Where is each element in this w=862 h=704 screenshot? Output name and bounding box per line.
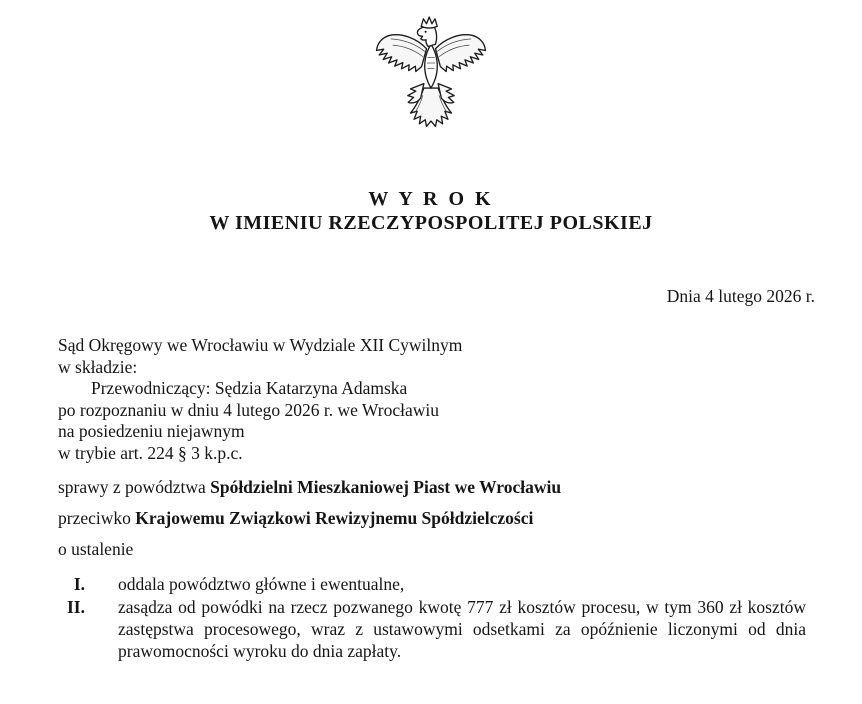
claim-subject-text: o ustalenie [58, 539, 134, 559]
procedure-article-line: w trybie art. 224 § 3 k.p.c. [58, 442, 243, 463]
defendant-line [58, 507, 806, 529]
ruling-list [58, 573, 806, 662]
ruling-numeral-2: II. [67, 597, 85, 617]
presiding-judge-line: Przewodniczący: Sędzia Katarzyna Adamska [91, 378, 408, 398]
judgment-subtitle: W IMIENIU RZECZYPOSPOLITEJ POLSKIEJ [209, 212, 653, 234]
polish-eagle-emblem [0, 0, 862, 147]
ruling-text-1: oddala powództwo główne i ewentualne, [118, 574, 405, 594]
panel-intro-line: w składzie: [58, 356, 138, 377]
judgment-body [0, 335, 862, 662]
polish-eagle-icon [368, 13, 494, 147]
defendant-name: Krajowemu Związkowi Rewizyjnemu Spółdzielczości [135, 508, 534, 528]
title-block [0, 187, 862, 235]
plaintiff-name: Spółdzielni Mieszkaniowej Piast we Wrocławiu [210, 477, 562, 497]
defendant-prefix: przeciwko [58, 508, 136, 528]
ruling-text-2: zasądza od powódki na rzecz pozwanego kwotę 777 zł kosztów procesu, w tym 360 zł kosztów zastępstwa procesowego, wraz z ustawowymi odsetkami za opóźnienie liczonymi od dnia prawomocności wyroku do dnia zapłaty. [118, 597, 806, 661]
session-type-line: na posiedzeniu niejawnym [58, 421, 245, 441]
ruling-item-1 [58, 573, 806, 595]
hearing-date-line: po rozpoznaniu w dniu 4 lutego 2026 r. we Wrocławiu [58, 399, 439, 420]
claim-subject-line [58, 538, 806, 560]
ruling-numeral-1: I. [73, 574, 85, 594]
judgment-date: Dnia 4 lutego 2026 r. [666, 286, 815, 306]
court-name-line: Sąd Okręgowy we Wrocławiu w Wydziale XII Cywilnym [58, 335, 463, 355]
plaintiff-line [58, 476, 806, 498]
ruling-item-2 [58, 596, 806, 662]
judgment-title: W Y R O K [368, 188, 494, 210]
plaintiff-prefix: sprawy z powództwa [58, 477, 211, 497]
